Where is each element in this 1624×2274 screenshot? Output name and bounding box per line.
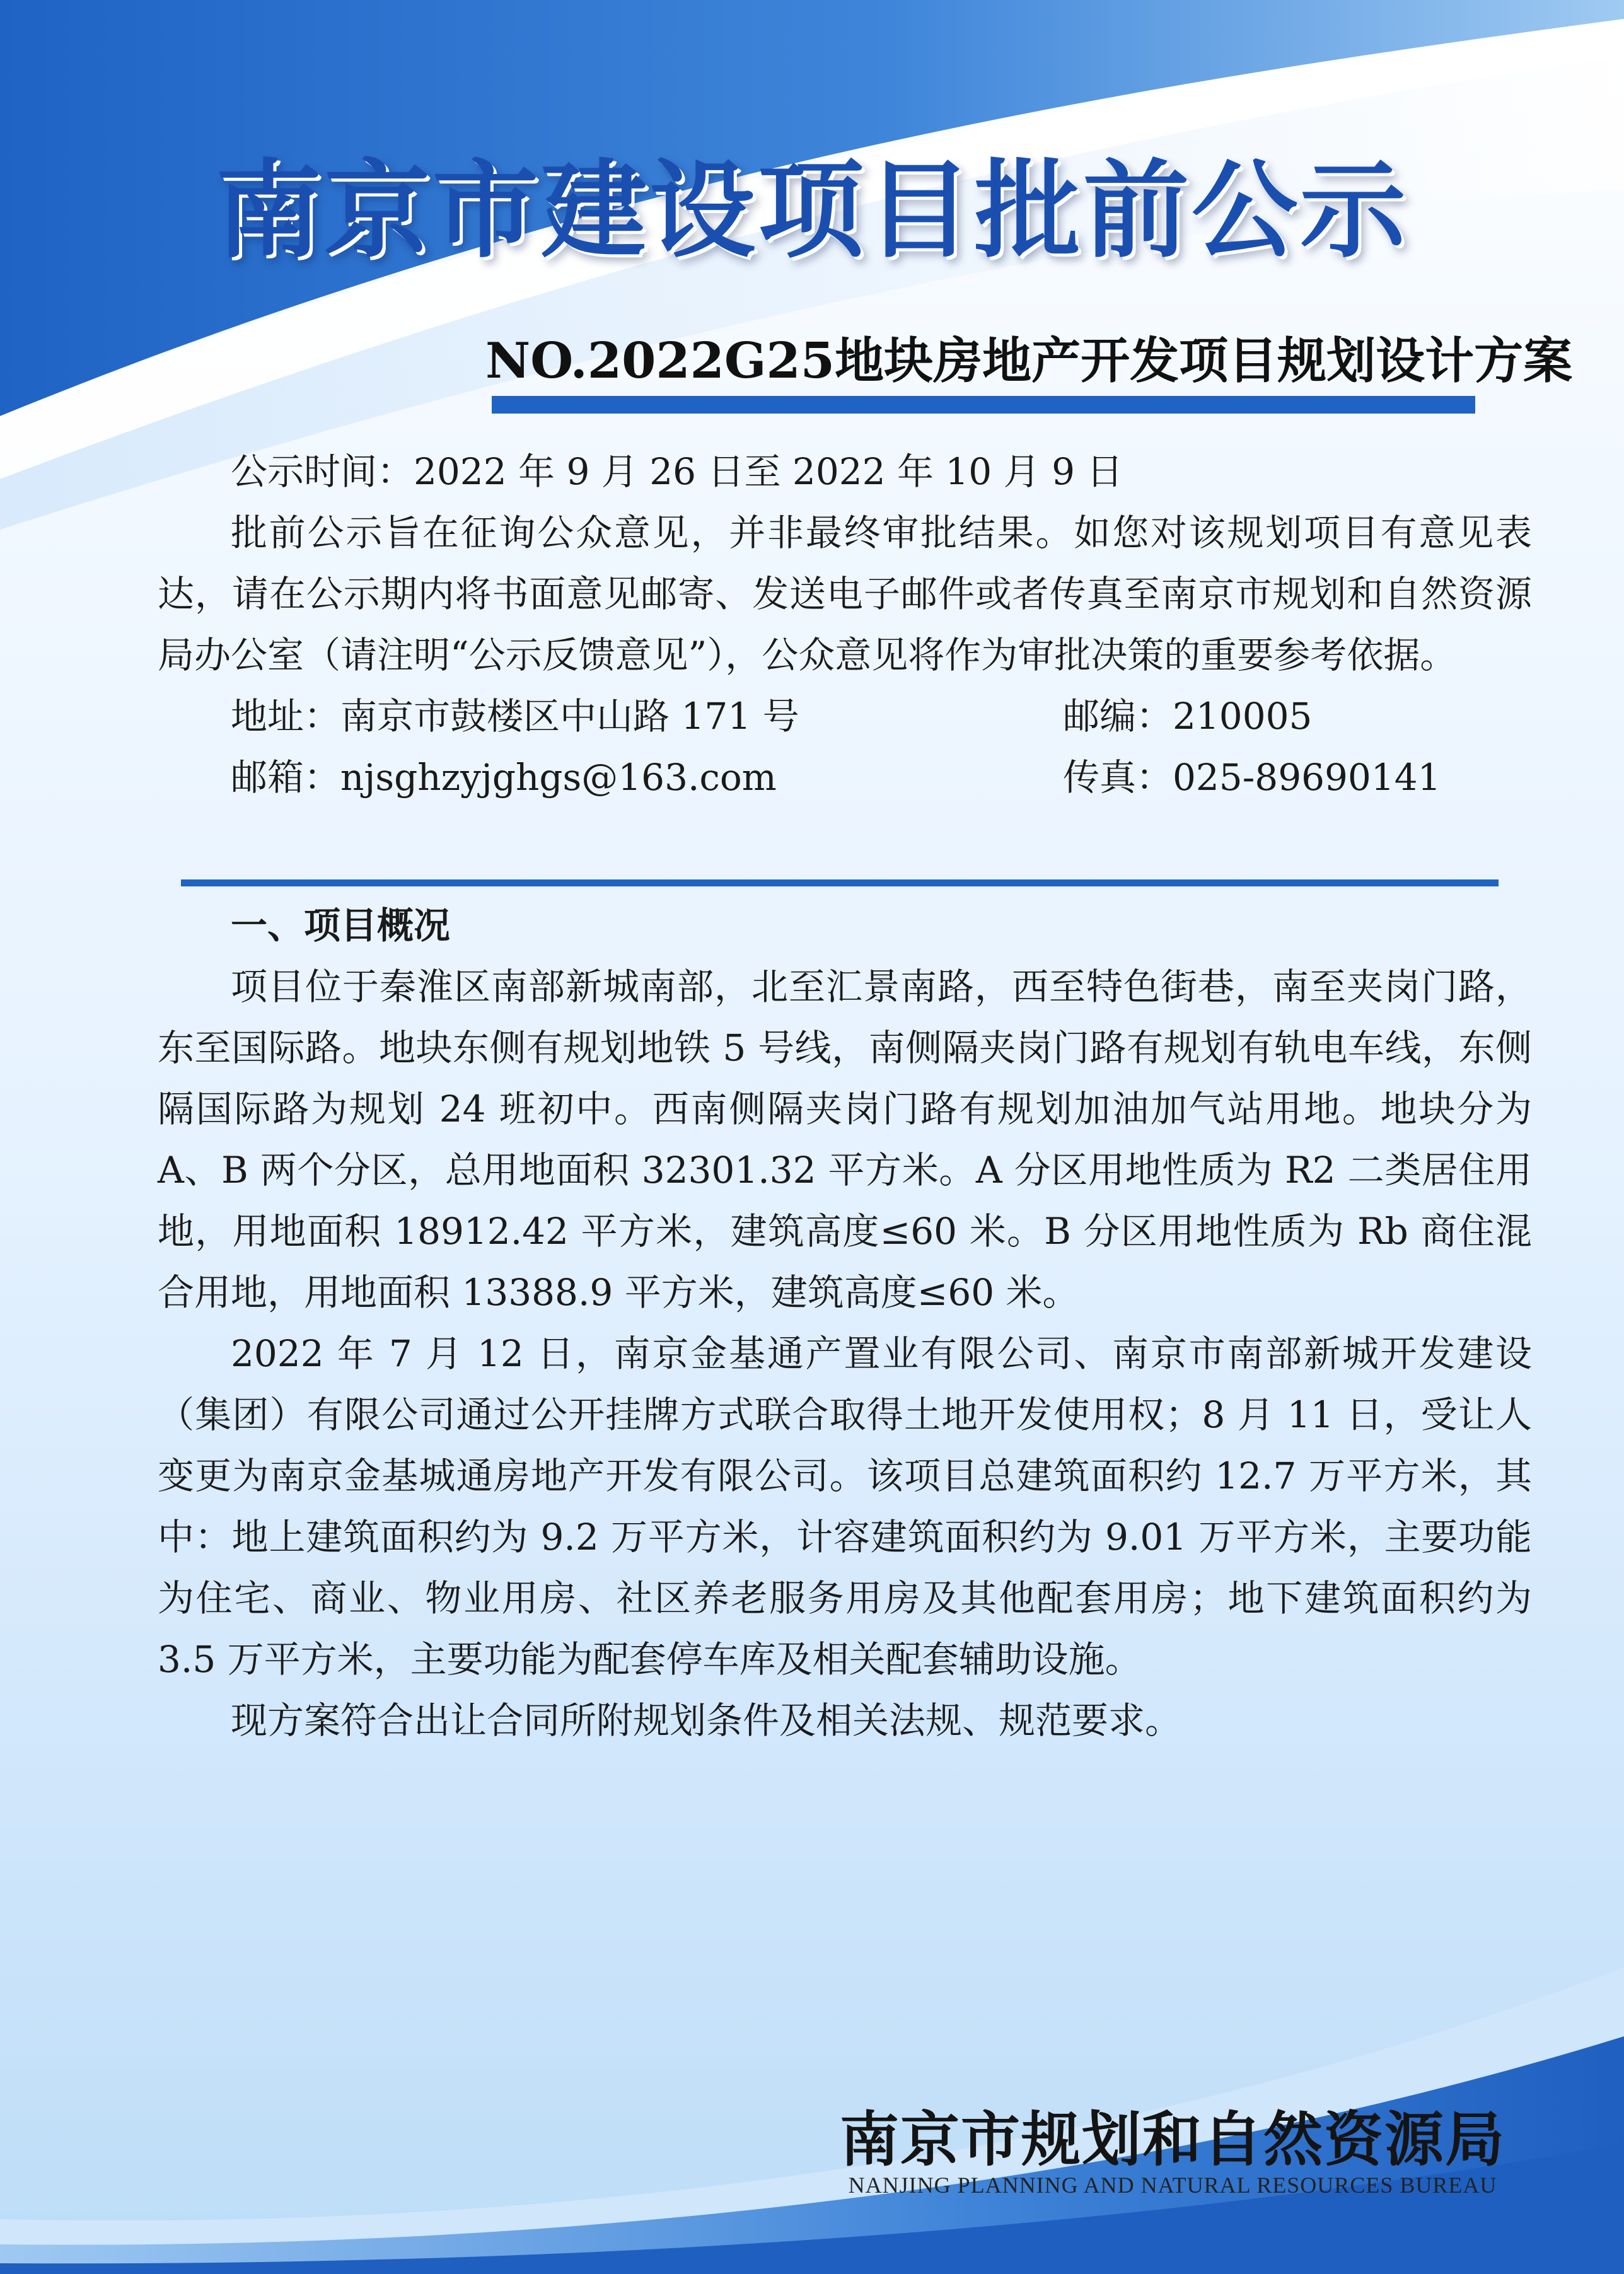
contact-row-1	[158, 686, 1532, 747]
contact-email: 邮箱：njsghzyjghgs@163.com	[231, 756, 777, 799]
section-heading: 一、项目概况	[231, 904, 451, 947]
page-title: 南京市建设项目批前公示	[216, 148, 1408, 272]
overview-paragraph-location: 项目位于秦淮区南部新城南部，北至汇景南路，西至特色街巷，南至夹岗门路，东至国际路。地块东侧有规划地铁 5 号线，南侧隔夹岗门路有规划有轨电车线，东侧隔国际路为规划 24 班初中。西南侧隔夹岗门路有规划加油加气站用地。地块分为 A、B 两个分区，总用地面积 32301.32 平方米。A 分区用地性质为 R2 二类居住用地，用地面积 18912.42 平方米，建筑高度≤60 米。B 分区用地性质为 Rb 商住混合用地，用地面积 13388.9 平方米，建筑高度≤60 米。	[158, 965, 1532, 1314]
overview-paragraph-compliance: 现方案符合出让合同所附规划条件及相关法规、规范要求。	[231, 1699, 1182, 1742]
contact-address: 地址：南京市鼓楼区中山路 171 号	[231, 695, 799, 738]
overview-paragraph-land: 2022 年 7 月 12 日，南京金基通产置业有限公司、南京市南部新城开发建设（集团）有限公司通过公开挂牌方式联合取得土地开发使用权；8 月 11 日，受让人变更为南京金基城通房地产开发有限公司。该项目总建筑面积约 12.7 万平方米，其中：地上建筑面积约为 9.2 万平方米，计容建筑面积约为 9.01 万平方米，主要功能为住宅、商业、物业用房、社区养老服务用房及其他配套用房；地下建筑面积约为 3.5 万平方米，主要功能为配套停车库及相关配套辅助设施。	[158, 1332, 1532, 1681]
contact-fax: 传真：025-89690141	[1063, 756, 1441, 799]
issuer-name-en: NANJING PLANNING AND NATURAL RESOURCES BUREAU	[848, 2172, 1497, 2198]
project-overview-section	[158, 895, 1532, 1751]
issuer-name-cn: 南京市规划和自然资源局	[839, 2105, 1505, 2174]
notice-period: 公示时间：2022 年 9 月 26 日至 2022 年 10 月 9 日	[231, 450, 1123, 493]
notice-intro: 批前公示旨在征询公众意见，并非最终审批结果。如您对该规划项目有意见表达，请在公示期内将书面意见邮寄、发送电子邮件或者传真至南京市规划和自然资源局办公室（请注明“公示反馈意见”），公众意见将作为审批决策的重要参考依据。	[158, 511, 1532, 676]
project-subtitle: NO.2022G25地块房地产开发项目规划设计方案	[485, 332, 1573, 390]
section-divider	[181, 879, 1499, 886]
notice-info	[158, 441, 1532, 808]
subtitle-underline	[492, 396, 1475, 414]
contact-row-2	[158, 747, 1532, 808]
contact-postcode: 邮编：210005	[1063, 695, 1313, 738]
